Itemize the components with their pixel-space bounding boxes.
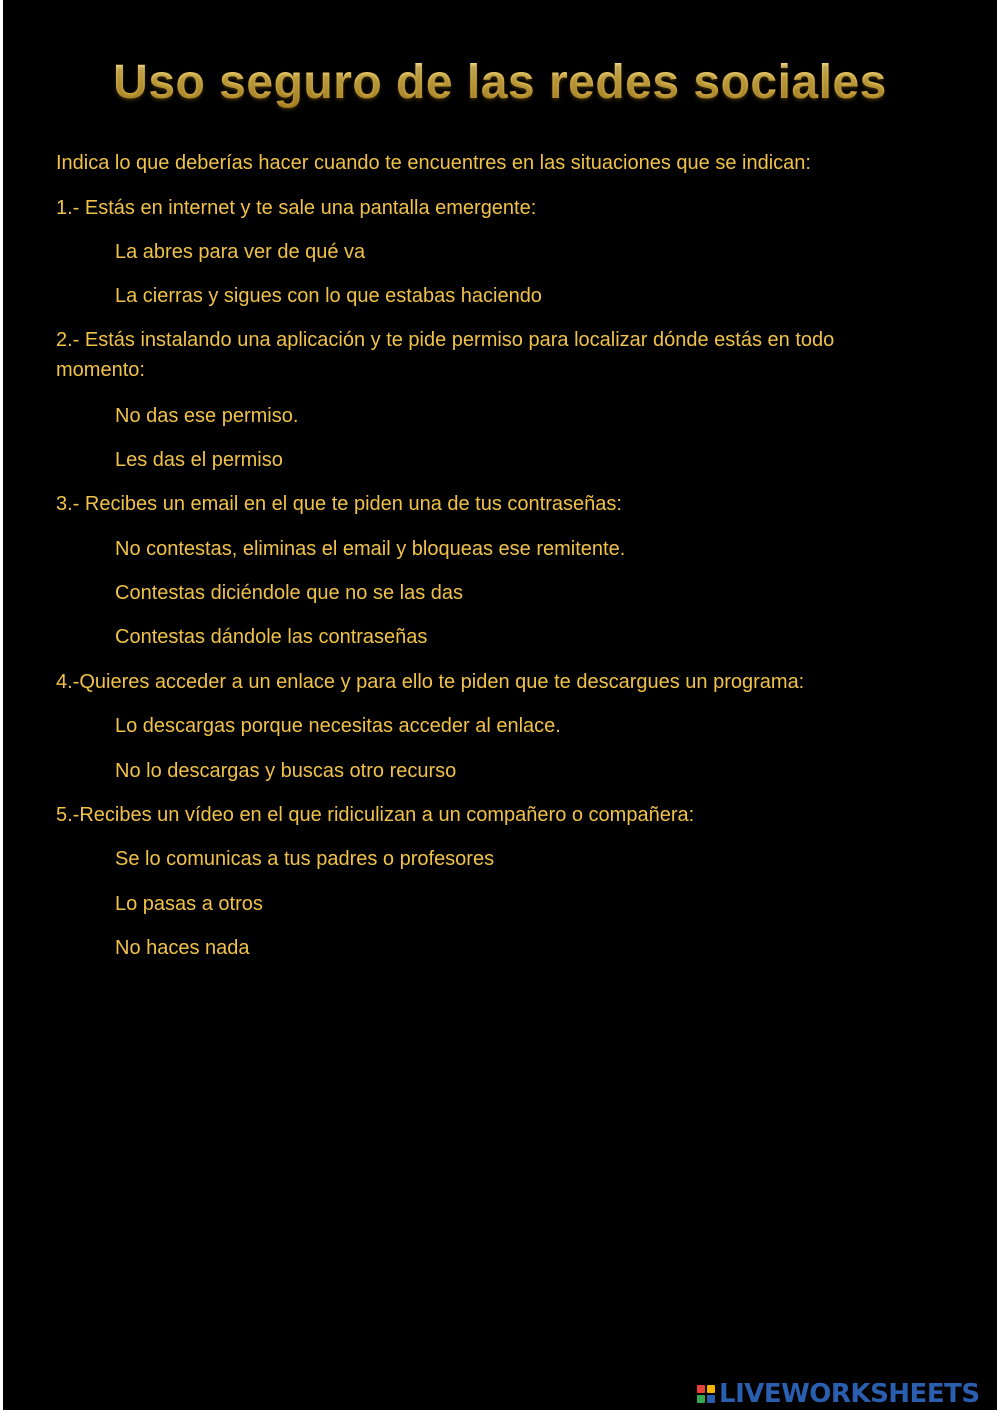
logo-tile-e <box>707 1395 715 1403</box>
answer-option-1b[interactable]: La cierras y sigues con lo que estabas haciendo <box>115 285 542 307</box>
question-3: 3.- Recibes un email en el que te piden una de tus contraseñas: <box>56 493 622 515</box>
question-5: 5.-Recibes un vídeo en el que ridiculizan a un compañero o compañera: <box>56 804 695 826</box>
answer-option-5a[interactable]: Se lo comunicas a tus padres o profesores <box>115 848 495 870</box>
logo-tile-i <box>707 1385 715 1393</box>
answer-option-3b[interactable]: Contestas diciéndole que no se las das <box>115 582 464 604</box>
question-1: 1.- Estás en internet y te sale una pantalla emergente: <box>56 197 537 219</box>
answer-option-3a[interactable]: No contestas, eliminas el email y bloqueas ese remitente. <box>115 538 626 560</box>
answer-option-5c[interactable]: No haces nada <box>115 937 250 959</box>
answer-option-2b[interactable]: Les das el permiso <box>115 449 283 471</box>
page-title: Uso seguro de las redes sociales <box>0 52 1000 114</box>
logo-text: LIVEWORKSHEETS <box>719 1379 980 1409</box>
instruction-text: Indica lo que deberías hacer cuando te encuentres en las situaciones que se indican: <box>56 152 811 174</box>
answer-option-4b[interactable]: No lo descargas y buscas otro recurso <box>115 760 457 782</box>
answer-option-3c[interactable]: Contestas dándole las contraseñas <box>115 626 428 648</box>
logo-tile-v <box>697 1395 705 1403</box>
answer-option-5b[interactable]: Lo pasas a otros <box>115 893 263 915</box>
question-4: 4.-Quieres acceder a un enlace y para ello te piden que te descargues un programa: <box>56 671 805 693</box>
answer-option-2a[interactable]: No das ese permiso. <box>115 405 299 427</box>
answer-option-4a[interactable]: Lo descargas porque necesitas acceder al enlace. <box>115 715 561 737</box>
answer-option-1a[interactable]: La abres para ver de qué va <box>115 241 366 263</box>
question-2: 2.- Estás instalando una aplicación y te pide permiso para localizar dónde estás en todo momento: <box>56 329 835 381</box>
logo-icon <box>697 1385 715 1403</box>
logo-tile-l <box>697 1385 705 1393</box>
liveworksheets-logo <box>697 1380 980 1408</box>
